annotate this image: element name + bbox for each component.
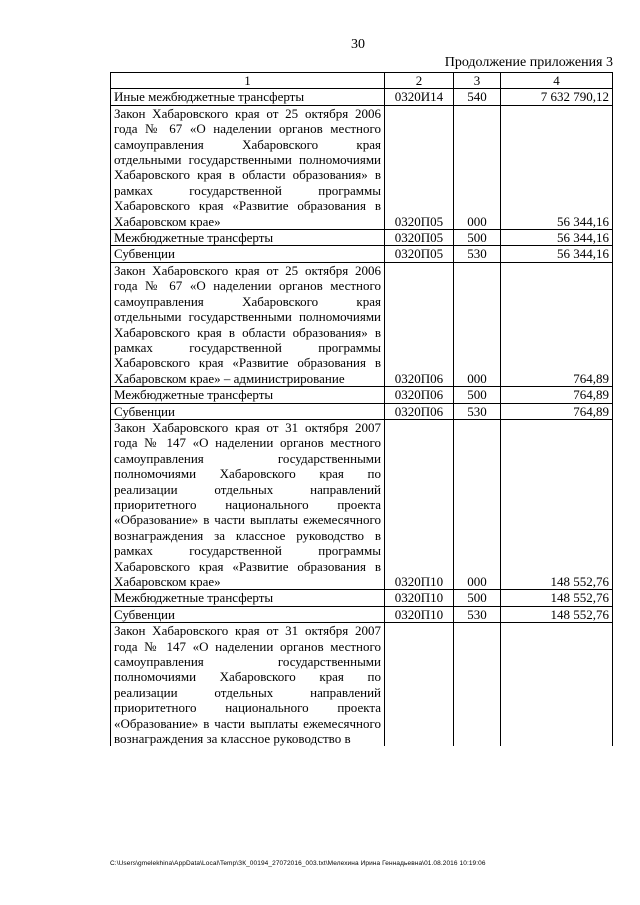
row-description: Межбюджетные трансферты — [111, 230, 385, 246]
row-expense-type: 540 — [454, 89, 501, 105]
row-description: Межбюджетные трансферты — [111, 387, 385, 403]
table-row — [111, 387, 613, 403]
row-expense-type: 530 — [454, 606, 501, 622]
row-expense-type: 000 — [454, 262, 501, 386]
row-target-code: 0320П10 — [385, 419, 454, 589]
table-row — [111, 623, 613, 747]
row-description: Иные межбюджетные трансферты — [111, 89, 385, 105]
row-description: Субвенции — [111, 606, 385, 622]
header-col-4: 4 — [501, 73, 613, 89]
table-row — [111, 89, 613, 105]
file-path-footer: C:\Users\gmelekhina\AppData\Local\Temp\ЗК_00194_27072016_003.txt\Мелехина Ирина Геннадьевна\01.08.2016 10:19:06 — [110, 860, 486, 867]
row-description: Субвенции — [111, 403, 385, 419]
row-amount — [501, 623, 613, 747]
header-col-3: 3 — [454, 73, 501, 89]
row-target-code: 0320П05 — [385, 230, 454, 246]
row-description: Закон Хабаровского края от 25 октября 2006 года № 67 «О наделении органов местного самоуправления Хабаровского края отдельными государственными полномочиями Хабаровского края в области образования» в рамках государственной программы Хабаровского края «Развитие образования в Хабаровском крае» — [111, 105, 385, 229]
row-description: Межбюджетные трансферты — [111, 590, 385, 606]
row-expense-type: 000 — [454, 105, 501, 229]
page-number: 30 — [351, 37, 365, 52]
table-row — [111, 246, 613, 262]
table-row — [111, 262, 613, 386]
row-target-code: 0320П06 — [385, 387, 454, 403]
row-description: Закон Хабаровского края от 31 октября 2007 года № 147 «О наделении органов местного самоуправления государственными полномочиями Хабаровского края по реализации отдельных направлений приоритетного национального проекта «Образование» в части выплаты ежемесячного вознаграждения за классное руководство в рамках государственной программы Хабаровского края «Развитие образования в Хабаровском крае» — [111, 419, 385, 589]
row-expense-type: 000 — [454, 419, 501, 589]
row-expense-type: 500 — [454, 590, 501, 606]
row-amount: 764,89 — [501, 262, 613, 386]
table-row — [111, 230, 613, 246]
budget-table — [110, 72, 613, 746]
row-amount: 764,89 — [501, 403, 613, 419]
row-target-code: 0320П06 — [385, 262, 454, 386]
header-col-1: 1 — [111, 73, 385, 89]
row-expense-type: 500 — [454, 387, 501, 403]
row-amount: 764,89 — [501, 387, 613, 403]
row-expense-type: 530 — [454, 246, 501, 262]
row-expense-type: 530 — [454, 403, 501, 419]
row-target-code: 0320П10 — [385, 606, 454, 622]
row-target-code: 0320И14 — [385, 89, 454, 105]
row-target-code: 0320П05 — [385, 105, 454, 229]
header-col-2: 2 — [385, 73, 454, 89]
table-row — [111, 403, 613, 419]
row-target-code: 0320П06 — [385, 403, 454, 419]
row-target-code: 0320П05 — [385, 246, 454, 262]
row-amount: 56 344,16 — [501, 105, 613, 229]
table-row — [111, 419, 613, 589]
table-row — [111, 606, 613, 622]
row-amount: 148 552,76 — [501, 590, 613, 606]
row-description: Закон Хабаровского края от 25 октября 2006 года № 67 «О наделении органов местного самоуправления Хабаровского края отдельными государственными полномочиями Хабаровского края в области образования» в рамках государственной программы Хабаровского края «Развитие образования в Хабаровском крае» – администрирование — [111, 262, 385, 386]
continuation-label: Продолжение приложения 3 — [444, 55, 613, 70]
row-amount: 148 552,76 — [501, 606, 613, 622]
row-target-code: 0320П10 — [385, 590, 454, 606]
table-row — [111, 590, 613, 606]
row-amount: 7 632 790,12 — [501, 89, 613, 105]
row-expense-type — [454, 623, 501, 747]
row-target-code — [385, 623, 454, 747]
table-row — [111, 105, 613, 229]
row-amount: 56 344,16 — [501, 246, 613, 262]
row-description: Субвенции — [111, 246, 385, 262]
row-expense-type: 500 — [454, 230, 501, 246]
row-amount: 148 552,76 — [501, 419, 613, 589]
row-amount: 56 344,16 — [501, 230, 613, 246]
row-description: Закон Хабаровского края от 31 октября 2007 года № 147 «О наделении органов местного самоуправления государственными полномочиями Хабаровского края по реализации отдельных направлений приоритетного национального проекта «Образование» в части выплаты ежемесячного вознаграждения за классное руководство в — [111, 623, 385, 747]
table-header-row — [111, 73, 613, 89]
